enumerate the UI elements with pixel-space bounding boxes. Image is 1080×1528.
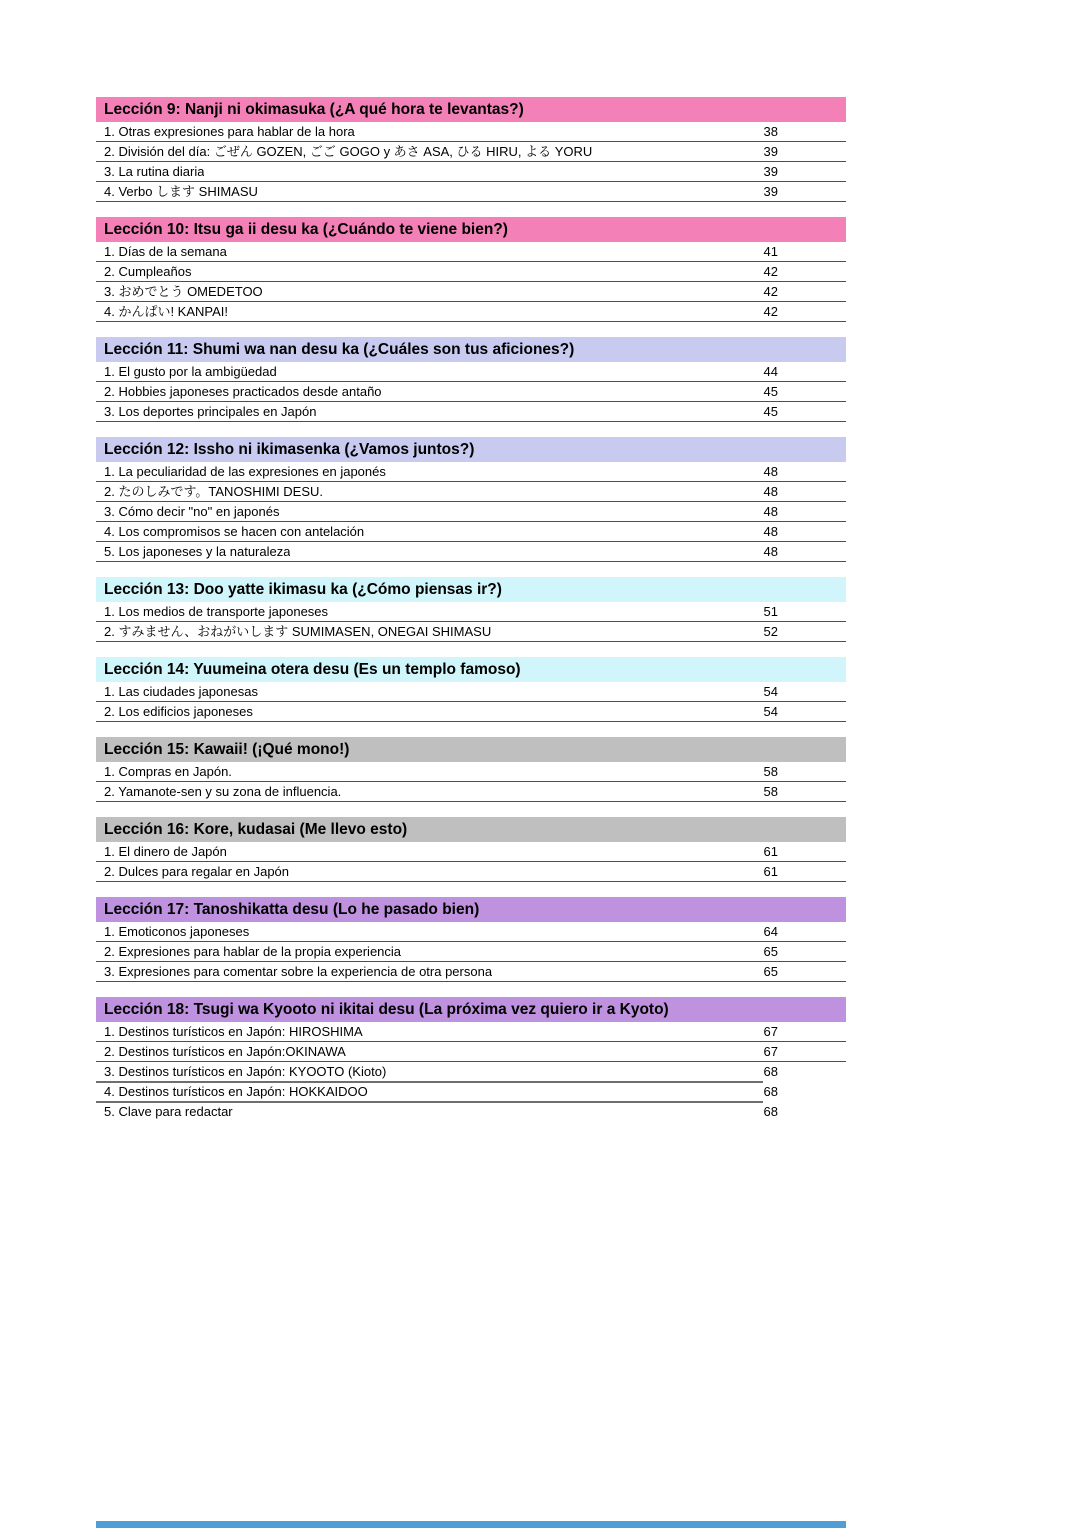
toc-row — [96, 762, 846, 782]
toc-section — [96, 337, 846, 422]
toc-page-number: 54 — [763, 684, 778, 699]
toc-item-label: 1. Compras en Japón. — [104, 764, 232, 779]
toc-item-label: 1. Días de la semana — [104, 244, 227, 259]
toc-row — [96, 1062, 846, 1082]
toc-page-number: 65 — [763, 944, 778, 959]
toc-item-label: 5. Los japoneses y la naturaleza — [104, 544, 291, 559]
toc-item-label: 2. Yamanote-sen y su zona de influencia. — [104, 784, 342, 799]
toc-section — [96, 657, 846, 722]
section-title: Lección 10: Itsu ga ii desu ka (¿Cuándo te viene bien?) — [104, 221, 508, 238]
toc-row — [96, 262, 846, 282]
toc-page-number: 48 — [763, 464, 778, 479]
section-header — [96, 217, 846, 242]
toc-page-number: 48 — [763, 544, 778, 559]
toc-row — [96, 502, 846, 522]
toc-section — [96, 997, 846, 1122]
toc-page-number: 58 — [763, 784, 778, 799]
toc-page-number: 48 — [763, 504, 778, 519]
toc-page-number: 44 — [763, 364, 778, 379]
toc-row — [96, 122, 846, 142]
toc-row — [96, 942, 846, 962]
toc-page-number: 42 — [763, 284, 778, 299]
toc-section — [96, 817, 846, 882]
section-title: Lección 9: Nanji ni okimasuka (¿A qué hora te levantas?) — [104, 101, 524, 118]
section-title: Lección 13: Doo yatte ikimasu ka (¿Cómo piensas ir?) — [104, 581, 502, 598]
section-title: Lección 12: Issho ni ikimasenka (¿Vamos juntos?) — [104, 441, 475, 458]
toc-page-number: 48 — [763, 484, 778, 499]
toc-row — [96, 462, 846, 482]
toc-item-label: 1. El gusto por la ambigüedad — [104, 364, 277, 379]
toc-item-label: 4. Destinos turísticos en Japón: HOKKAIDOO — [104, 1084, 368, 1099]
toc-row — [96, 282, 846, 302]
toc-row — [96, 522, 846, 542]
toc-item-label: 1. Otras expresiones para hablar de la hora — [104, 124, 355, 139]
toc-page-number: 42 — [763, 264, 778, 279]
toc-row — [96, 842, 846, 862]
section-title: Lección 14: Yuumeina otera desu (Es un templo famoso) — [104, 661, 521, 678]
toc-section — [96, 97, 846, 202]
toc-page-number: 42 — [763, 304, 778, 319]
toc-item-label: 3. Destinos turísticos en Japón: KYOOTO (Kioto) — [104, 1064, 387, 1079]
toc-item-label: 1. Los medios de transporte japoneses — [104, 604, 329, 619]
toc-row — [96, 402, 846, 422]
toc-item-label: 2. Hobbies japoneses practicados desde antaño — [104, 384, 382, 399]
toc-page-number: 54 — [763, 704, 778, 719]
section-title: Lección 16: Kore, kudasai (Me llevo esto) — [104, 821, 408, 838]
toc-item-label: 2. Destinos turísticos en Japón:OKINAWA — [104, 1044, 346, 1059]
toc-row — [96, 862, 846, 882]
section-header — [96, 817, 846, 842]
toc-page-number: 51 — [763, 604, 778, 619]
toc-row — [96, 622, 846, 642]
toc-item-label: 2. すみません、おねがいします SUMIMASEN, ONEGAI SHIMASU — [104, 624, 492, 639]
toc-page-number: 68 — [763, 1064, 778, 1079]
toc-page-number: 38 — [763, 124, 778, 139]
section-header — [96, 437, 846, 462]
toc-page-number: 67 — [763, 1024, 778, 1039]
toc-item-label: 5. Clave para redactar — [104, 1104, 233, 1119]
toc-item-label: 1. La peculiaridad de las expresiones en japonés — [104, 464, 386, 479]
toc-item-label: 2. Cumpleaños — [104, 264, 192, 279]
toc-item-label: 3. Los deportes principales en Japón — [104, 404, 317, 419]
toc-page-number: 45 — [763, 384, 778, 399]
toc-item-label: 2. Expresiones para hablar de la propia experiencia — [104, 944, 402, 959]
toc-section — [96, 737, 846, 802]
toc-item-label: 2. Los edificios japoneses — [104, 704, 253, 719]
section-header — [96, 657, 846, 682]
toc-section — [96, 897, 846, 982]
toc-row — [96, 922, 846, 942]
toc-page-number: 45 — [763, 404, 778, 419]
toc-section — [96, 217, 846, 322]
toc-page-number: 65 — [763, 964, 778, 979]
toc-section — [96, 437, 846, 562]
toc-item-label: 2. División del día: ごぜん GOZEN, ごご GOGO y あさ ASA, ひる HIRU, よる YORU — [104, 144, 593, 159]
toc-section — [96, 577, 846, 642]
section-title: Lección 15: Kawaii! (¡Qué mono!) — [104, 741, 350, 758]
section-header — [96, 577, 846, 602]
section-title: Lección 17: Tanoshikatta desu (Lo he pasado bien) — [104, 901, 480, 918]
toc-row — [96, 142, 846, 162]
toc-page-number: 67 — [763, 1044, 778, 1059]
toc-row — [96, 602, 846, 622]
toc-item-label: 3. La rutina diaria — [104, 164, 205, 179]
toc-row — [96, 1042, 846, 1062]
toc-page-number: 61 — [763, 864, 778, 879]
toc-row — [96, 702, 846, 722]
toc-page-number: 48 — [763, 524, 778, 539]
next-section-header-sliver — [96, 1521, 846, 1528]
section-title: Lección 18: Tsugi wa Kyooto ni ikitai desu (La próxima vez quiero ir a Kyoto) — [104, 1001, 669, 1018]
toc-row — [96, 682, 846, 702]
toc-page-number: 52 — [763, 624, 778, 639]
section-header — [96, 997, 846, 1022]
toc-row — [96, 482, 846, 502]
toc-item-label: 1. Emoticonos japoneses — [104, 924, 250, 939]
toc-row — [96, 242, 846, 262]
toc-row — [96, 302, 846, 322]
toc-item-label: 3. Expresiones para comentar sobre la experiencia de otra persona — [104, 964, 493, 979]
toc-page-number: 39 — [763, 164, 778, 179]
toc — [96, 97, 846, 1137]
toc-item-label: 2. Dulces para regalar en Japón — [104, 864, 290, 879]
toc-page-number: 61 — [763, 844, 778, 859]
toc-item-label: 4. かんぱい! KANPAI! — [104, 304, 229, 319]
toc-row — [96, 962, 846, 982]
toc-row — [96, 1022, 846, 1042]
toc-item-label: 4. Los compromisos se hacen con antelación — [104, 524, 365, 539]
section-header — [96, 337, 846, 362]
toc-page-number: 41 — [763, 244, 778, 259]
toc-page-number: 68 — [763, 1104, 778, 1119]
toc-page-number: 64 — [763, 924, 778, 939]
toc-item-label: 3. おめでとう OMEDETOO — [104, 284, 263, 299]
toc-page-number: 39 — [763, 144, 778, 159]
toc-row — [96, 1102, 846, 1122]
toc-item-label: 1. El dinero de Japón — [104, 844, 227, 859]
toc-row — [96, 1082, 846, 1102]
toc-item-label: 3. Cómo decir "no" en japonés — [104, 504, 280, 519]
toc-item-label: 1. Destinos turísticos en Japón: HIROSHIMA — [104, 1024, 363, 1039]
toc-page-number: 58 — [763, 764, 778, 779]
toc-page-number: 39 — [763, 184, 778, 199]
toc-page-number: 68 — [763, 1084, 778, 1099]
section-header — [96, 897, 846, 922]
toc-row — [96, 382, 846, 402]
section-header — [96, 97, 846, 122]
toc-row — [96, 162, 846, 182]
toc-item-label: 1. Las ciudades japonesas — [104, 684, 258, 699]
section-header — [96, 737, 846, 762]
toc-row — [96, 182, 846, 202]
toc-row — [96, 362, 846, 382]
toc-row — [96, 542, 846, 562]
toc-row — [96, 782, 846, 802]
section-title: Lección 11: Shumi wa nan desu ka (¿Cuáles son tus aficiones?) — [104, 341, 575, 358]
toc-item-label: 2. たのしみです。TANOSHIMI DESU. — [104, 484, 324, 499]
toc-item-label: 4. Verbo します SHIMASU — [104, 184, 258, 199]
